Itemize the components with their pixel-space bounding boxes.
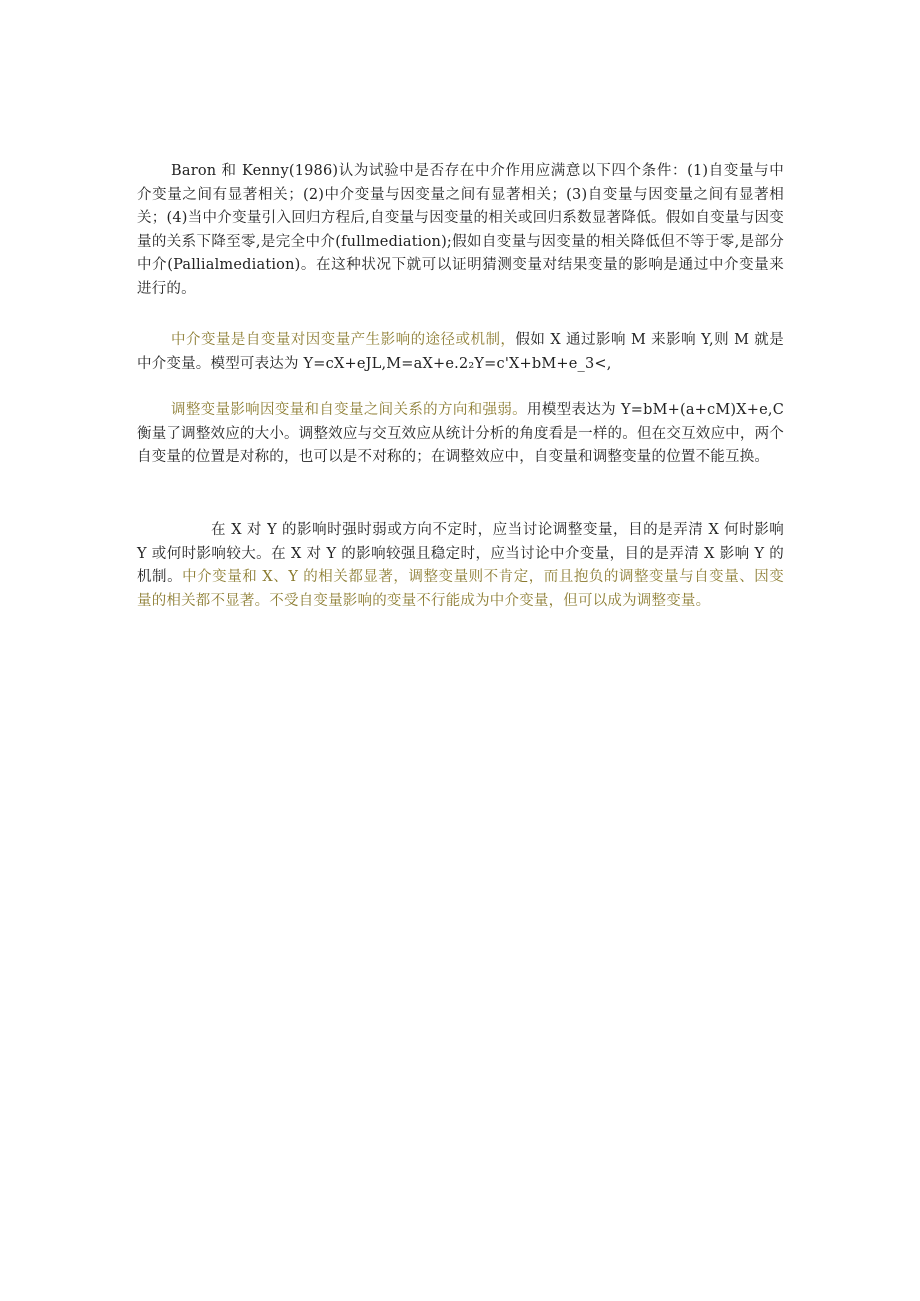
paragraph-comparison	[137, 519, 784, 613]
highlighted-sentence: 中介变量是自变量对因变量产生影响的途径或机制，	[171, 332, 516, 348]
paragraph-mediator-definition	[137, 329, 784, 376]
paragraph-moderator-definition	[137, 399, 784, 470]
highlighted-sentence: 调整变量影响因变量和自变量之间关系的方向和强弱。	[171, 402, 528, 418]
highlighted-sentence: 中介变量和 X、Y 的相关都显著，调整变量则不肯定，而且抱负的调整变量与自变量、因变量的相关都不显著。不受自变量影响的变量不行能成为中介变量，但可以成为调整变量。	[137, 569, 784, 609]
paragraph-text: 用模型表达为 Y=bM+(a+cM)X+e,C 衡量了调整效应的大小。调整效应与交互效应从统计分析的角度看是一样的。但在交互效应中，两个自变量的位置是对称的，也可以是不对称的；在调整效应中，自变量和调整变量的位置不能互换。	[137, 402, 784, 466]
paragraph-mediation-conditions	[137, 160, 784, 302]
paragraph-text: Baron 和 Kenny(1986)认为试验中是否存在中介作用应满意以下四个条件：(1)自变量与中介变量之间有显著相关；(2)中介变量与因变量之间有显著相关；(3)自变量与因变量之间有显著相关；(4)当中介变量引入回归方程后,自变量与因变量的相关或回归系数显著降低。假如自变量与因变量的关系下降至零,是完全中介(fullmediation);假如自变量与因变量的相关降低但不等于零,是部分中介(Pallialmediation)。在这种状况下就可以证明猜测变量对结果变量的影响是通过中介变量来进行的。	[137, 163, 784, 297]
paragraph-text: 在 X 对 Y 的影响时强时弱或方向不定时，应当讨论调整变量，目的是弄清 X 何时影响 Y 或何时影响较大。在 X 对 Y 的影响较强且稳定时，应当讨论中介变量，目的是弄清 X 影响 Y 的机制。	[137, 522, 784, 586]
paragraph-text: 假如 X 通过影响 M 来影响 Y,则 M 就是中介变量。模型可表达为 Y=cX+eJL,M=aX+e.2₂Y=c'X+bM+e_3<,	[137, 332, 784, 372]
